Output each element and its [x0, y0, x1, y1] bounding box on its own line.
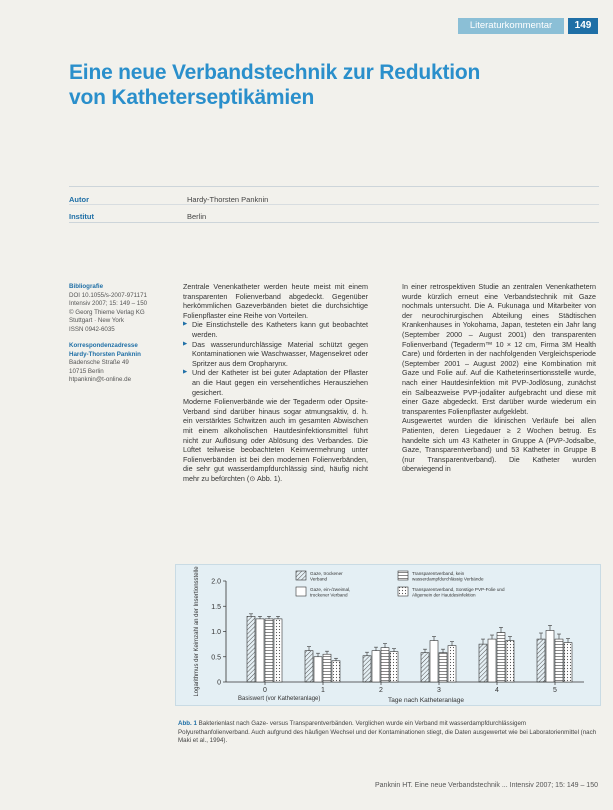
bar [430, 641, 438, 682]
x-tick-label: 5 [553, 687, 557, 694]
chart-legend [296, 571, 505, 598]
x-tick-label: 1 [321, 687, 325, 694]
bullet-list [183, 320, 368, 397]
y-tick-label: 1.5 [211, 603, 221, 611]
bar [537, 639, 545, 682]
bar [448, 646, 456, 682]
bibliography-heading: Bibliografie [69, 283, 104, 290]
x-tick-label: 0 [263, 687, 267, 694]
bar [265, 619, 273, 682]
bar [256, 619, 264, 682]
page-number: 149 [568, 18, 598, 34]
meta-institute-key: Institut [69, 212, 94, 221]
bar [323, 654, 331, 682]
bar [274, 619, 282, 682]
bar [421, 653, 429, 682]
text-column-1 [183, 282, 368, 483]
bar [314, 657, 322, 682]
legend-swatch [398, 587, 408, 596]
meta-divider [69, 186, 599, 187]
legend-label: Transparentverband, kein wasserdampfdurchlässig Verbände [412, 571, 484, 582]
paragraph: Ausgewertet wurden die klinischen Verläufe bei allen Patienten, deren Liegedauer ≥ 2 Wochen betrug. Es handelte sich um 43 Katheter in Gruppe A (PVP-Jodsalbe, Gaze, Transparentverband) und 53 Katheter in Gruppe B (nur Transparentverband). Die Katheter wurden überwiegend in [402, 416, 596, 474]
legend-swatch [296, 587, 306, 596]
bar [488, 639, 496, 682]
x-baseline-note: Basiswert (vor Katheteranlage) [238, 696, 321, 702]
figure-caption [178, 720, 598, 746]
x-axis-label: Tage nach Katheteranlage [388, 697, 464, 704]
bar [506, 641, 514, 682]
bar [497, 633, 505, 682]
paragraph: In einer retrospektiven Studie an zentralen Venenkathetern wurde kürzlich erneut eine Verbandstechnik mit Gaze nochmals untersucht. Die A. Fukunaga und Mitarbeiter von der neurochirurgischen Abteilung eines Städtischen Krankenhauses in Yokohama, Japan, testeten ein Jahr lang (September 2000 – August 2001) den transparenten Folienverband (Tegaderm™ 10 × 12 cm, Firma 3M Health Care) und förderten in der nachfolgenden Vergleichsperiode (September 2001 – August 2002) eine Kombination mit Gaze und Folie auf. Auf die Katheterinsertionsstelle wurde, nach einer Hautdesinfektion mit PVP-Jodlösung, zunächst ein Salbeazweise PVP-jodaliter aufgebracht und diese mit einer Gaze abgedeckt. Erst darüber wurde wiederum ein transparentes Folienpflaster aufgeklebt. [402, 282, 596, 416]
bar [479, 644, 487, 682]
meta-institute-value: Berlin [187, 212, 207, 221]
correspondence-heading: Korrespondenzadresse Hardy-Thorsten Panknin [69, 342, 141, 358]
y-axis-label: Logarithmus der Keimzahl an der Insertionsstelle [194, 566, 200, 697]
legend-label: Gaze, ein-/zweimal, trockener Verband [310, 587, 351, 598]
bullet-item: ▶ Und der Katheter ist bei guter Adaptation der Pflaster an die Haut gegen ein versehentliches Herausziehen gesichert. [183, 368, 368, 397]
x-tick-label: 2 [379, 687, 383, 694]
bullet-item: ▶ Das wasserundurchlässige Material schützt gegen Kontaminationen wie Waschwasser, Magensekret oder Spritzer aus dem Oropharynx. [183, 340, 368, 369]
bar [564, 643, 572, 682]
bar [247, 616, 255, 682]
bar-chart [176, 565, 600, 705]
meta-author-value: Hardy-Thorsten Panknin [187, 195, 269, 204]
x-tick-label: 4 [495, 687, 499, 694]
bar [555, 639, 563, 682]
meta-author-key: Autor [69, 195, 89, 204]
bar [372, 651, 380, 682]
legend-label: Transparentverband, Sonstige PVP-Folie und Aligemein der Hautdesinfektion [412, 587, 505, 598]
bar [439, 653, 447, 682]
y-tick-label: 1.0 [211, 629, 221, 636]
bullet-item: ▶ Die Einstichstelle des Katheters kann gut beobachtet werden. [183, 320, 368, 339]
bibliography-text: DOI 10.1055/s-2007-971171 Intensiv 2007; 15: 149 – 150 © Georg Thieme Verlag KG Stuttgart · New York ISSN 0942-6035 [69, 291, 148, 333]
caption-label: Abb. 1 [178, 720, 197, 727]
x-tick-label: 3 [437, 687, 441, 694]
bar [305, 651, 313, 682]
caption-text: Bakterienlast nach Gaze- versus Transparentverbänden. Verglichen wurde ein Verband mit wasserdampfdurchlässigem Polyurethanfolienverband. Auch aufgrund des häufigen Wechsel und der Kontaminationen stiegt, die Daten ausgewertet wie bei Laboratorienmittel (nach Maki et al., 1994). [178, 720, 597, 745]
correspondence-address: Badensche Straße 49 10715 Berlin htpanknin@t-online.de [69, 359, 132, 383]
paragraph: Moderne Folienverbände wie der Tegaderm oder Opsite-Verband sind darüber hinaus sogar atmungsaktiv, d. h. ein verstärktes Schwitzen auch im gesamten Abwischen mit einem alkoholischen Hautdesinfektionsmittel führt nicht zur Auflösung oder Ablösung des Verbandes. Die Lüftet teilweise beobachteten Keimvermehrung unter Folienverbänden ist bei den modernen Folienverbänden, die sehr gut wasserdampfdurchlässig sind, häufig nicht mehr zu befürchten (⊙ Abb. 1). [183, 397, 368, 483]
section-label: Literaturkommentar [458, 18, 564, 34]
text-column-2 [402, 282, 596, 474]
y-tick-label: 2.0 [211, 578, 221, 586]
legend-label: Gaze, trockener Verband [310, 571, 343, 582]
y-tick-label: 0.5 [211, 654, 221, 662]
legend-swatch [398, 571, 408, 580]
figure-panel [175, 564, 601, 706]
legend-swatch [296, 571, 306, 580]
bar [381, 648, 389, 682]
page-footer: Panknin HT. Eine neue Verbandstechnik ... Intensiv 2007; 15: 149 – 150 [375, 782, 598, 789]
bar [546, 630, 554, 682]
paragraph: Zentrale Venenkatheter werden heute meist mit einem transparenten Folienverband abgedeckt. Gegenüber herkömmlichen Gazeverbänden bietet die durchsichtige Folienpflaster eine Reihe von Vorteilen. [183, 282, 368, 320]
bar [363, 656, 371, 682]
sidebar [69, 283, 169, 385]
y-tick-label: 0 [217, 679, 221, 687]
bar [332, 661, 340, 682]
bar [390, 652, 398, 682]
article-title: Eine neue Verbandstechnik zur Reduktion von Katheterseptikämien [69, 61, 481, 109]
